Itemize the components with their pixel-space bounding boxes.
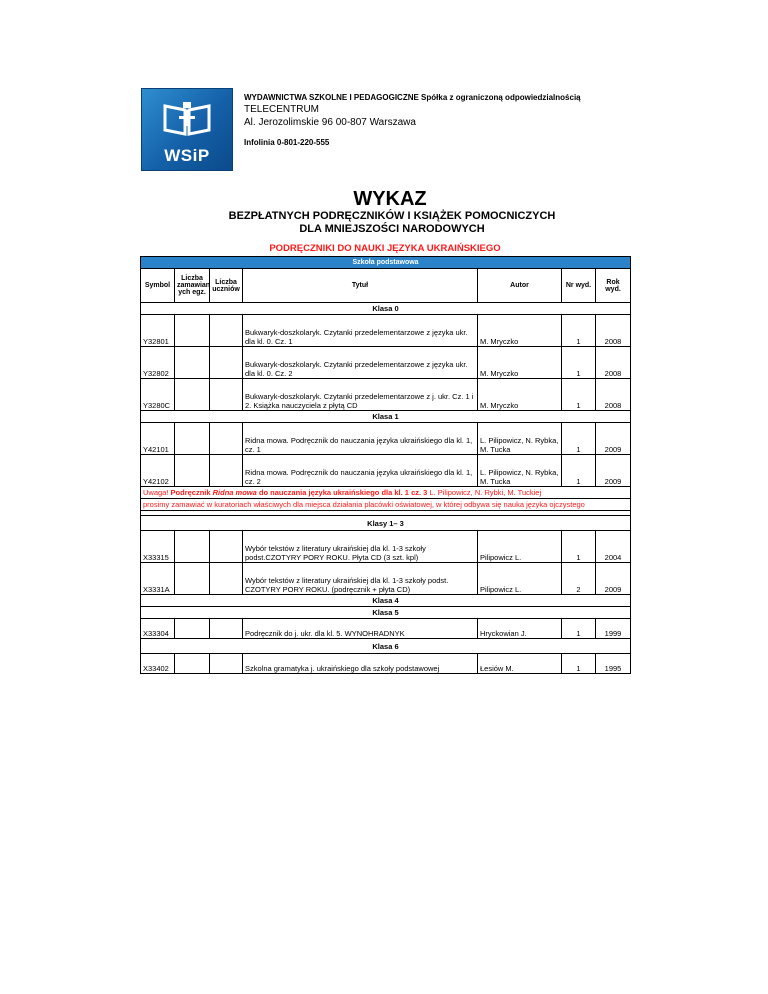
cell-nr: 2 — [562, 563, 596, 595]
cell-qty-input[interactable] — [175, 315, 210, 347]
cell-title: Wybór tekstów z literatury ukraińskiej dla kl. 1-3 szkoły podst. CZOTYRY PORY ROKU. (podręcznik + płyta CD) — [243, 563, 478, 595]
cell-nr: 1 — [562, 455, 596, 487]
cell-rok: 1999 — [596, 619, 631, 639]
cell-students-input[interactable] — [210, 531, 243, 563]
cell-rok: 2009 — [596, 423, 631, 455]
cell-title: Podręcznik do j. ukr. dla kl. 5. WYNOHRADNYK — [243, 619, 478, 639]
cell-symbol: Y42101 — [141, 423, 175, 455]
cell-nr: 1 — [562, 379, 596, 411]
cell-symbol: X33402 — [141, 654, 175, 674]
cell-students-input[interactable] — [210, 654, 243, 674]
cell-nr: 1 — [562, 531, 596, 563]
cell-rok: 2008 — [596, 379, 631, 411]
cell-nr: 1 — [562, 619, 596, 639]
klasa-5: Klasa 5 — [141, 607, 631, 619]
cell-symbol: X33315 — [141, 531, 175, 563]
cell-qty-input[interactable] — [175, 347, 210, 379]
company-name: WYDAWNICTWA SZKOLNE I PEDAGOGICZNE Spółka z ograniczoną odpowiedzialnością — [244, 93, 581, 102]
cell-students-input[interactable] — [210, 423, 243, 455]
col-autor: Autor — [478, 269, 562, 303]
doc-title-line1: BEZPŁATNYCH PODRĘCZNIKÓW I KSIĄŻEK POMOCNICZYCH — [228, 210, 556, 222]
cell-title: Ridna mowa. Podręcznik do nauczania języka ukraińskiego dla kl. 1, cz. 1 — [243, 423, 478, 455]
cell-qty-input[interactable] — [175, 455, 210, 487]
table-row — [141, 423, 631, 455]
doc-title-line2: DLA MNIEJSZOŚCI NARODOWYCH — [299, 223, 485, 235]
cell-symbol: Y42102 — [141, 455, 175, 487]
cell-title: Bukwaryk-doszkolaryk. Czytanki przedelementarzowe z języka ukr. dla kl. 0. Cz. 1 — [243, 315, 478, 347]
cell-author: M. Mryczko — [478, 347, 562, 379]
cell-students-input[interactable] — [210, 563, 243, 595]
col-tytul: Tytuł — [243, 269, 478, 303]
cell-rok: 2008 — [596, 347, 631, 379]
cell-rok: 1995 — [596, 654, 631, 674]
textbook-table — [140, 256, 631, 674]
cell-symbol: Y32802 — [141, 347, 175, 379]
open-book-icon — [141, 88, 233, 148]
address: Al. Jerozolimskie 96 00-807 Warszawa — [244, 117, 416, 128]
col-nr: Nr wyd. — [562, 269, 596, 303]
table-row — [141, 315, 631, 347]
note-line-1 — [141, 487, 631, 499]
klasa-6: Klasa 6 — [141, 639, 631, 654]
cell-qty-input[interactable] — [175, 379, 210, 411]
klasa-4: Klasa 4 — [141, 595, 631, 607]
doc-title: WYKAZ — [353, 188, 427, 210]
table-row — [141, 563, 631, 595]
cell-title: Szkolna gramatyka j. ukraińskiego dla szkoły podstawowej — [243, 654, 478, 674]
cell-symbol: Y3280C — [141, 379, 175, 411]
section-subtitle: PODRĘCZNIKI DO NAUKI JĘZYKA UKRAIŃSKIEGO — [269, 243, 501, 254]
cell-author: Łesiów M. — [478, 654, 562, 674]
cell-nr: 1 — [562, 423, 596, 455]
table-row — [141, 455, 631, 487]
table-row — [141, 619, 631, 639]
cell-qty-input[interactable] — [175, 563, 210, 595]
cell-symbol: X3331A — [141, 563, 175, 595]
school-band: Szkoła podstawowa — [141, 257, 631, 269]
cell-author: M. Mryczko — [478, 379, 562, 411]
infolinia: Infolinia 0-801-220-555 — [244, 138, 330, 147]
cell-symbol: Y32801 — [141, 315, 175, 347]
table-row — [141, 347, 631, 379]
klasy-1-3: Klasy 1– 3 — [141, 516, 631, 531]
cell-nr: 1 — [562, 654, 596, 674]
cell-author: Hryckowian J. — [478, 619, 562, 639]
klasa-0: Klasa 0 — [141, 303, 631, 315]
cell-title: Bukwaryk-doszkolaryk. Czytanki przedelementarzowe z języka ukr. dla kl. 0. Cz. 2 — [243, 347, 478, 379]
table-row — [141, 379, 631, 411]
cell-qty-input[interactable] — [175, 531, 210, 563]
cell-students-input[interactable] — [210, 379, 243, 411]
col-liczba-zam: Liczba zamawian ych egz. — [175, 269, 210, 303]
note-bold-2: do nauczania języka ukraińskiego dla kl. 1 cz. 3 — [258, 488, 428, 497]
cell-rok: 2008 — [596, 315, 631, 347]
cell-author: Pilipowicz L. — [478, 563, 562, 595]
cell-title: Bukwaryk-doszkolaryk. Czytanki przedelementarzowe z j. ukr. Cz. 1 i 2. Książka nauczyciela z płytą CD — [243, 379, 478, 411]
cell-nr: 1 — [562, 315, 596, 347]
logo-text: WSiP — [164, 146, 210, 165]
note-italic: Ridna mowa — [212, 488, 257, 497]
cell-qty-input[interactable] — [175, 654, 210, 674]
cell-students-input[interactable] — [210, 619, 243, 639]
col-rok: Rok wyd. — [596, 269, 631, 303]
note-line-2: prosimy zamawiać w kuratoriach właściwych dla miejsca działania placówki oświatowej, w której odbywa się nauka języka ojczystego — [141, 499, 631, 511]
cell-author: L. Pilipowicz, N. Rybka, M. Tucka — [478, 455, 562, 487]
cell-students-input[interactable] — [210, 347, 243, 379]
cell-qty-input[interactable] — [175, 423, 210, 455]
cell-rok: 2009 — [596, 455, 631, 487]
cell-rok: 2009 — [596, 563, 631, 595]
col-symbol: Symbol — [141, 269, 175, 303]
note-bold-1: Podręcznik — [170, 488, 211, 497]
cell-students-input[interactable] — [210, 315, 243, 347]
cell-title: Ridna mowa. Podręcznik do nauczania języka ukraińskiego dla kl. 1, cz. 2 — [243, 455, 478, 487]
telecentrum: TELECENTRUM — [244, 104, 320, 115]
note-uwaga: Uwaga! — [143, 488, 169, 497]
cell-title: Wybór tekstów z literatury ukraińskiej dla kl. 1-3 szkoły podst.CZOTYRY PORY ROKU. Płyta CD (3 szt. kpl) — [243, 531, 478, 563]
table-row — [141, 654, 631, 674]
cell-author: L. Pilipowicz, N. Rybka, M. Tucka — [478, 423, 562, 455]
cell-students-input[interactable] — [210, 455, 243, 487]
cell-author: Pilipowicz L. — [478, 531, 562, 563]
table-row — [141, 531, 631, 563]
note-authors: L. Pilipowicz, N. Rybki, M. Tuckiej — [429, 488, 542, 497]
cell-nr: 1 — [562, 347, 596, 379]
col-liczba-ucz: Liczba uczniów — [210, 269, 243, 303]
wsip-logo — [141, 88, 233, 171]
klasa-1: Klasa 1 — [141, 411, 631, 423]
cell-author: M. Mryczko — [478, 315, 562, 347]
cell-rok: 2004 — [596, 531, 631, 563]
cell-qty-input[interactable] — [175, 619, 210, 639]
cell-symbol: X33304 — [141, 619, 175, 639]
